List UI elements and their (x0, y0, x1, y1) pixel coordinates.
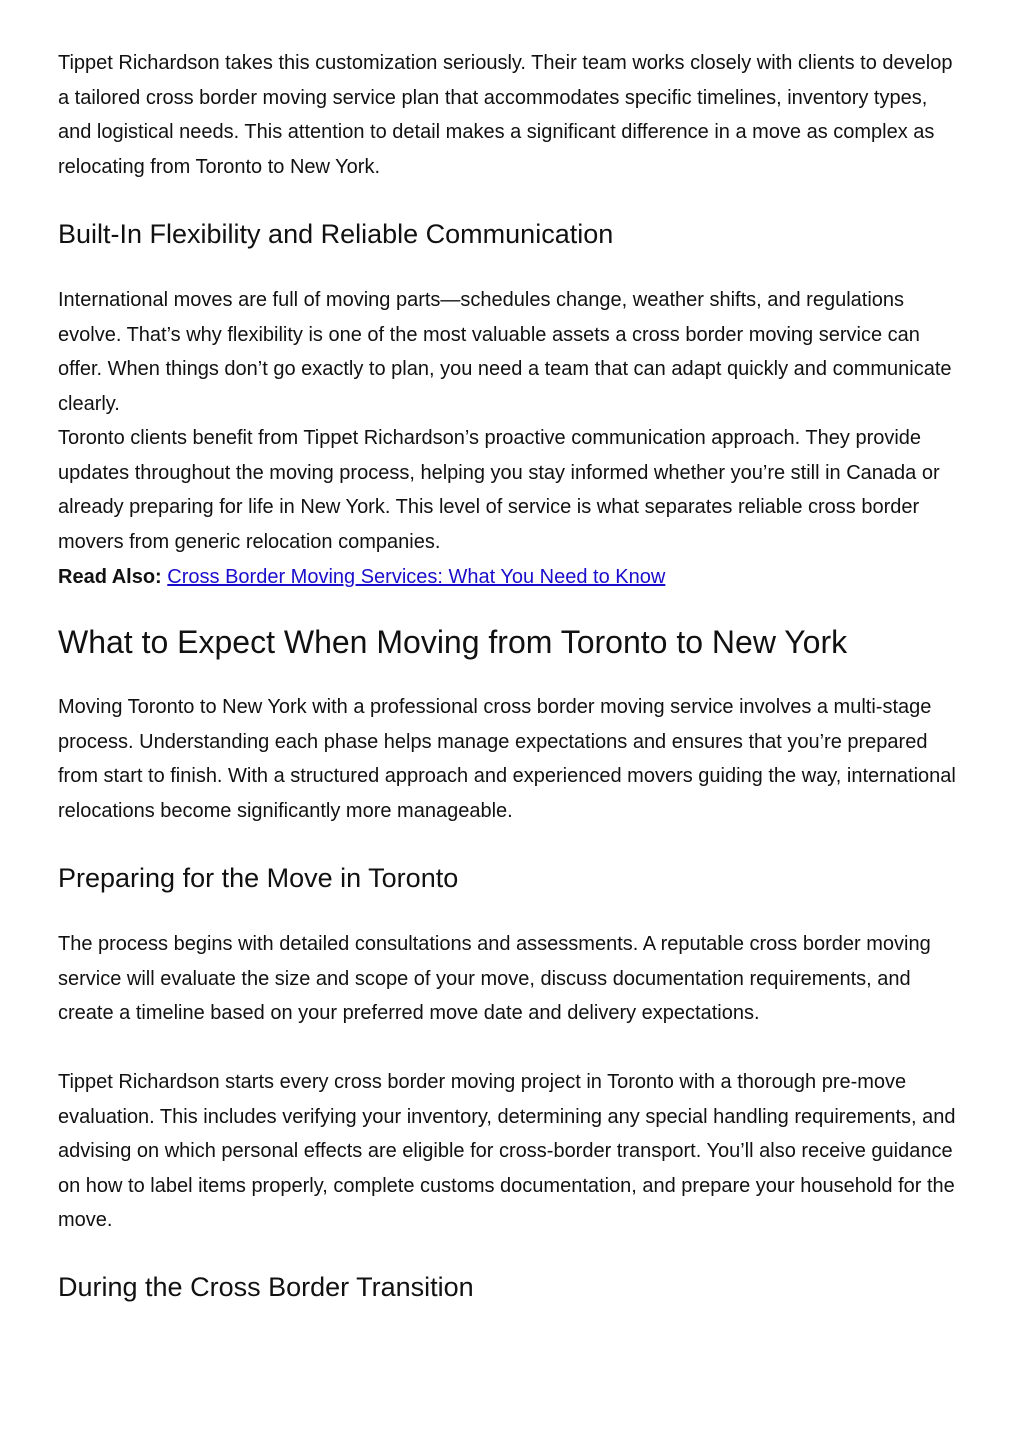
paragraph-consultations (58, 927, 966, 1031)
paragraph-text: Moving Toronto to New York with a professional cross border moving service involves a multi-stage process. Understanding each phase helps manage expectations and ensures that you’re prepared from start to finish. With a structured approach and experienced movers guiding the way, international relocations become significantly more manageable. (58, 696, 956, 822)
paragraph-text: Toronto clients benefit from Tippet Richardson’s proactive communication approach. They provide updates throughout the moving process, helping you stay informed whether you’re still in Canada or already preparing for life in New York. This level of service is what separates reliable cross border movers from generic relocation companies. (58, 427, 940, 553)
section-heading: Preparing for the Move in Toronto (58, 863, 459, 893)
paragraph-international-moves (58, 283, 966, 421)
paragraph-evaluation (58, 1065, 966, 1238)
read-also-link[interactable]: Cross Border Moving Services: What You Need to Know (167, 566, 666, 588)
section-heading: Built-In Flexibility and Reliable Communication (58, 219, 614, 249)
main-heading: What to Expect When Moving from Toronto to New York (58, 624, 848, 660)
paragraph-multistage (58, 690, 966, 828)
paragraph-text: Tippet Richardson takes this customization seriously. Their team works closely with clients to develop a tailored cross border moving service plan that accommodates specific timelines, inventory types, and logistical needs. This attention to detail makes a significant difference in a move as complex as relocating from Toronto to New York. (58, 52, 953, 178)
read-also-label: Read Also: (58, 566, 162, 588)
paragraph-text: Tippet Richardson starts every cross border moving project in Toronto with a thorough pre-move evaluation. This includes verifying your inventory, determining any special handling requirements, and advising on which personal effects are eligible for cross-border transport. You’ll also receive guidance on how to label items properly, complete customs documentation, and prepare your household for the move. (58, 1071, 956, 1232)
read-also-line (58, 560, 966, 595)
heading-during-transition (58, 1269, 966, 1305)
section-heading: During the Cross Border Transition (58, 1272, 474, 1302)
paragraph-text: The process begins with detailed consultations and assessments. A reputable cross border moving service will evaluate the size and scope of your move, discuss documentation requirements, and create a timeline based on your preferred move date and delivery expectations. (58, 933, 931, 1025)
heading-preparing (58, 860, 966, 896)
paragraph-communication (58, 421, 966, 559)
paragraph-text: International moves are full of moving parts—schedules change, weather shifts, and regulations evolve. That’s why flexibility is one of the most valuable assets a cross border moving service can offer. When things don’t go exactly to plan, you need a team that can adapt quickly and communicate clearly. (58, 289, 952, 415)
heading-flexibility (58, 216, 966, 252)
paragraph-customization (58, 46, 966, 184)
heading-what-to-expect (58, 621, 966, 663)
